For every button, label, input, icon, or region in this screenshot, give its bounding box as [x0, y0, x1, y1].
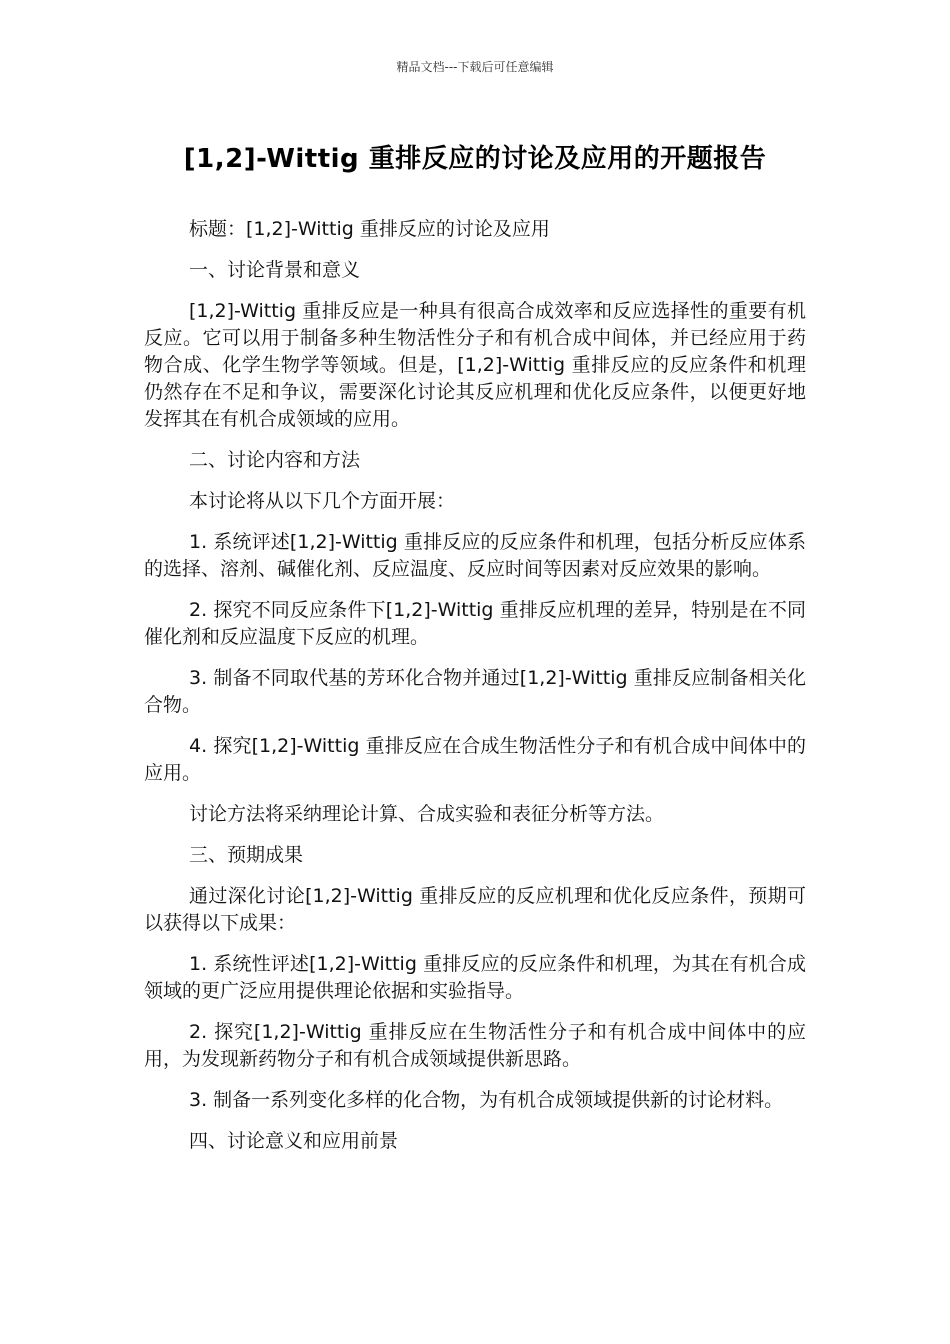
heading-expected-results: 三、预期成果 [189, 844, 304, 866]
paragraph-method: 讨论方法将采纳理论计算、合成实验和表征分析等方法。 [189, 803, 665, 825]
list-item-content-3: 3. 制备不同取代基的芳环化合物并通过[1,2]-Wittig 重排反应制备相关化合物。 [144, 667, 806, 716]
document-title: [1,2]-Wittig 重排反应的讨论及应用的开题报告 [183, 144, 767, 174]
paragraph-background: [1,2]-Wittig 重排反应是一种具有很高合成效率和反应选择性的重要有机反应。它可以用于制备多种生物活性分子和有机合成中间体，并已经应用于药物合成、化学生物学等领域。但是，[1,2]-Wittig 重排反应的反应条件和机理仍然存在不足和争议，需要深化讨论其反应机理和优化反应条件，以便更好地发挥其在有机合成领域的应用。 [144, 300, 806, 430]
heading-significance: 四、讨论意义和应用前景 [189, 1130, 399, 1152]
paragraph-intro: 本讨论将从以下几个方面开展： [189, 490, 456, 512]
list-item-content-2: 2. 探究不同反应条件下[1,2]-Wittig 重排反应机理的差异，特别是在不同催化剂和反应温度下反应的机理。 [144, 599, 806, 648]
list-item-result-1: 1. 系统性评述[1,2]-Wittig 重排反应的反应条件和机理，为其在有机合成领域的更广泛应用提供理论依据和实验指导。 [144, 953, 806, 1002]
list-item-result-2: 2. 探究[1,2]-Wittig 重排反应在生物活性分子和有机合成中间体中的应用，为发现新药物分子和有机合成领域提供新思路。 [144, 1021, 806, 1070]
paragraph-results-intro: 通过深化讨论[1,2]-Wittig 重排反应的反应机理和优化反应条件，预期可以获得以下成果： [144, 885, 806, 934]
list-item-content-4: 4. 探究[1,2]-Wittig 重排反应在合成生物活性分子和有机合成中间体中的应用。 [144, 735, 806, 784]
heading-content-method: 二、讨论内容和方法 [189, 449, 361, 471]
list-item-content-1: 1. 系统评述[1,2]-Wittig 重排反应的反应条件和机理，包括分析反应体系的选择、溶剂、碱催化剂、反应温度、反应时间等因素对反应效果的影响。 [144, 531, 806, 580]
header-note: 精品文档---下载后可任意编辑 [396, 60, 554, 74]
heading-background: 一、讨论背景和意义 [189, 259, 361, 281]
document-body [144, 216, 806, 1169]
paragraph-subject: 标题：[1,2]-Wittig 重排反应的讨论及应用 [189, 218, 550, 240]
list-item-result-3: 3. 制备一系列变化多样的化合物，为有机合成领域提供新的讨论材料。 [189, 1089, 784, 1111]
